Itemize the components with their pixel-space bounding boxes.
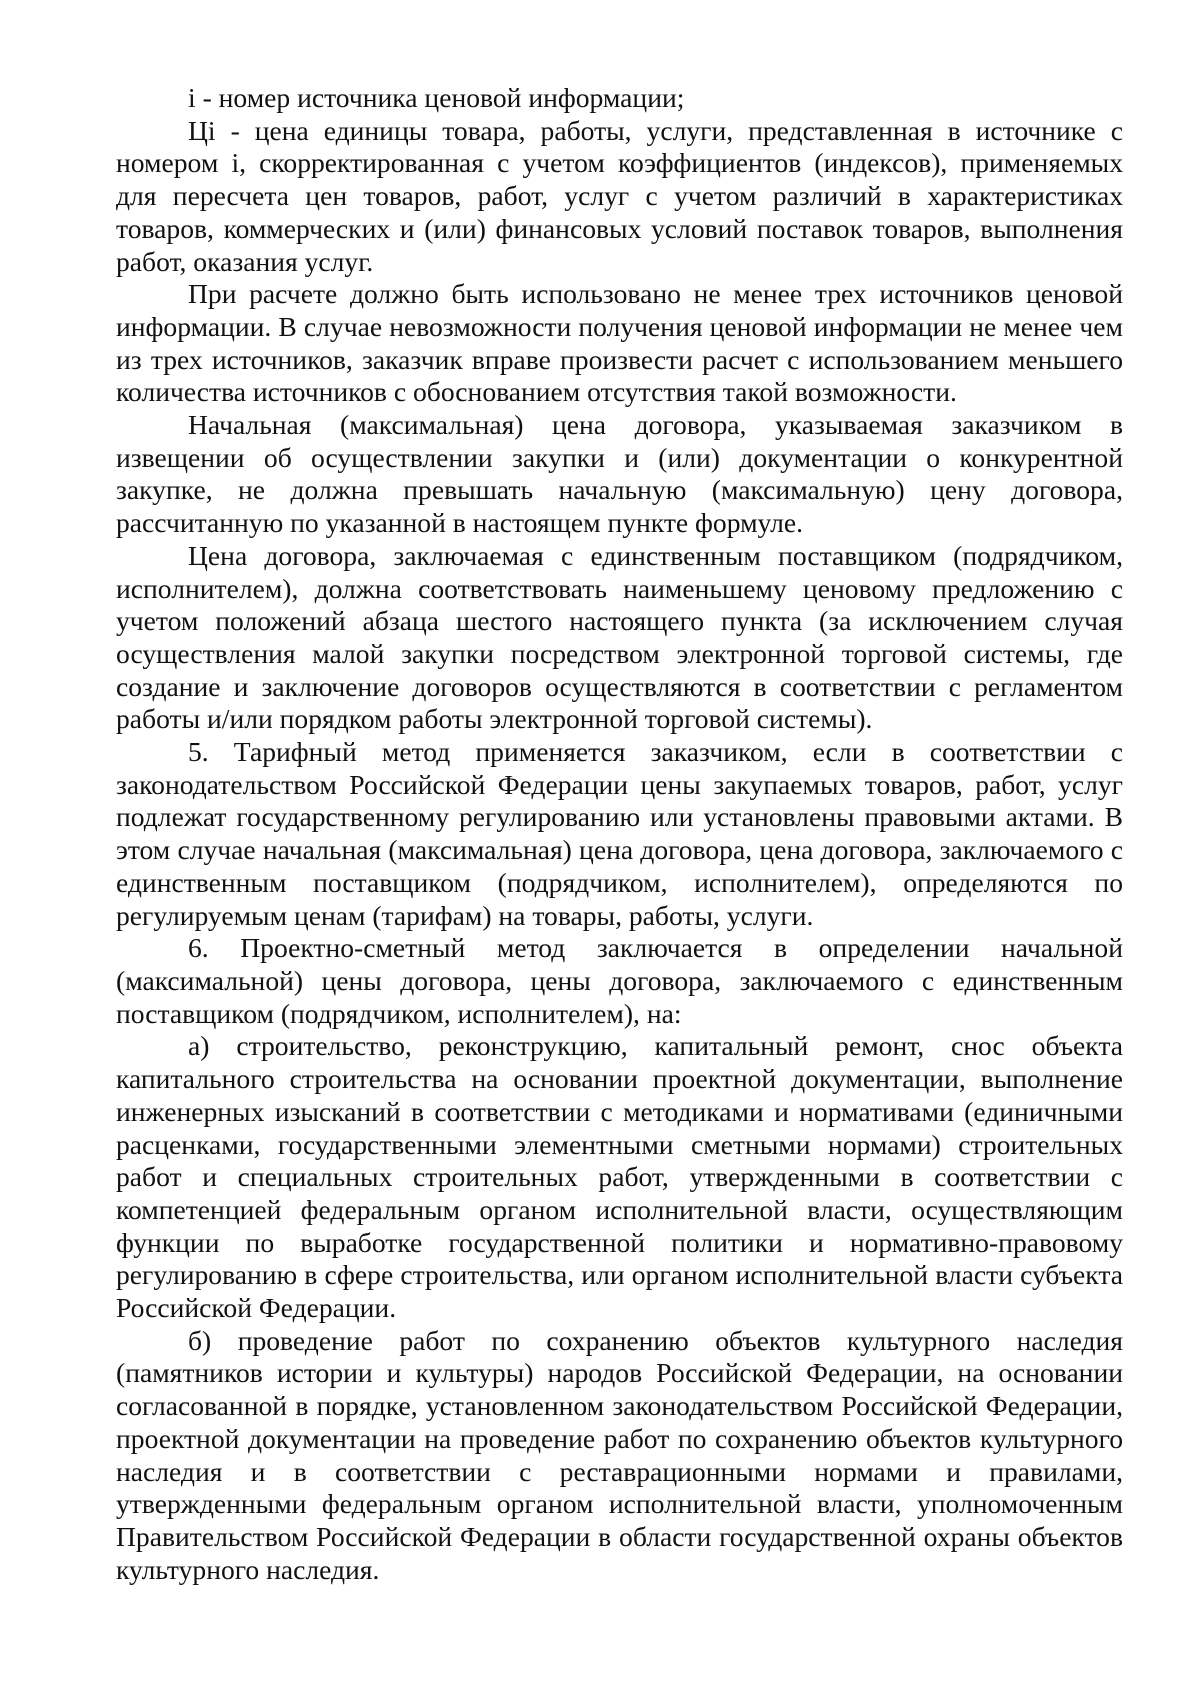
document-page xyxy=(116,82,1123,1586)
paragraph-single-supplier-price: Цена договора, заключаемая с единственным поставщиком (подрядчиком, исполнителем), должна соответствовать наименьшему ценовому предложению с учетом положений абзаца шестого настоящего пункта (за исключением случая осуществления малой закупки посредством электронной торговой системы, где создание и заключение договоров осуществляются в соответствии с регламентом работы и/или порядком работы электронной торговой системы). xyxy=(116,539,1123,735)
paragraph-tariff-method: 5. Тарифный метод применяется заказчиком, если в соответствии с законодательством Российской Федерации цены закупаемых товаров, работ, услуг подлежат государственному регулированию или установлены правовыми актами. В этом случае начальная (максимальная) цена договора, цена договора, заключаемого с единственным поставщиком (подрядчиком, исполнителем), определяются по регулируемым ценам (тарифам) на товары, работы, услуги. xyxy=(116,736,1123,931)
paragraph-max-price: Начальная (максимальная) цена договора, указываемая заказчиком в извещении об осуществлении закупки и (или) документации о конкурентной закупке, не должна превышать начальную (максимальную) цену договора, рассчитанную по указанной в настоящем пункте формуле. xyxy=(116,409,1123,539)
paragraph-item-a-construction: а) строительство, реконструкцию, капитальный ремонт, снос объекта капитального строительства на основании проектной документации, выполнение инженерных изысканий в соответствии с методиками и нормативами (единичными расценками, государственными элементными сметными нормами) строительных работ и специальных строительных работ, утвержденными в соответствии с компетенцией федеральным органом исполнительной власти, осуществляющим функции по выработке государственной политики и нормативно-правовому регулированию в сфере строительства, или органом исполнительной власти субъекта Российской Федерации. xyxy=(116,1030,1123,1324)
paragraph-design-estimate-method: 6. Проектно-сметный метод заключается в определении начальной (максимальной) цены договора, цены договора, заключаемого с единственным поставщиком (подрядчиком, исполнителем), на: xyxy=(116,932,1123,1029)
paragraph-unit-price: Цi - цена единицы товара, работы, услуги, представленная в источнике с номером i, скорректированная с учетом коэффициентов (индексов), применяемых для пересчета цен товаров, работ, услуг с учетом различий в характеристиках товаров, коммерческих и (или) финансовых условий поставок товаров, выполнения работ, оказания услуг. xyxy=(116,114,1123,277)
paragraph-item-b-cultural-heritage: б) проведение работ по сохранению объектов культурного наследия (памятников истории и культуры) народов Российской Федерации, на основании согласованной в порядке, установленном законодательством Российской Федерации, проектной документации на проведение работ по сохранению объектов культурного наследия и в соответствии с реставрационными нормами и правилами, утвержденными федеральным органом исполнительной власти, уполномоченным Правительством Российской Федерации в области государственной охраны объектов культурного наследия. xyxy=(116,1324,1123,1585)
paragraph-source-index: i - номер источника ценовой информации; xyxy=(188,82,685,113)
paragraph-price-sources: При расчете должно быть использовано не менее трех источников ценовой информации. В случае невозможности получения ценовой информации не менее чем из трех источников, заказчик вправе произвести расчет с использованием меньшего количества источников с обоснованием отсутствия такой возможности. xyxy=(116,278,1123,408)
